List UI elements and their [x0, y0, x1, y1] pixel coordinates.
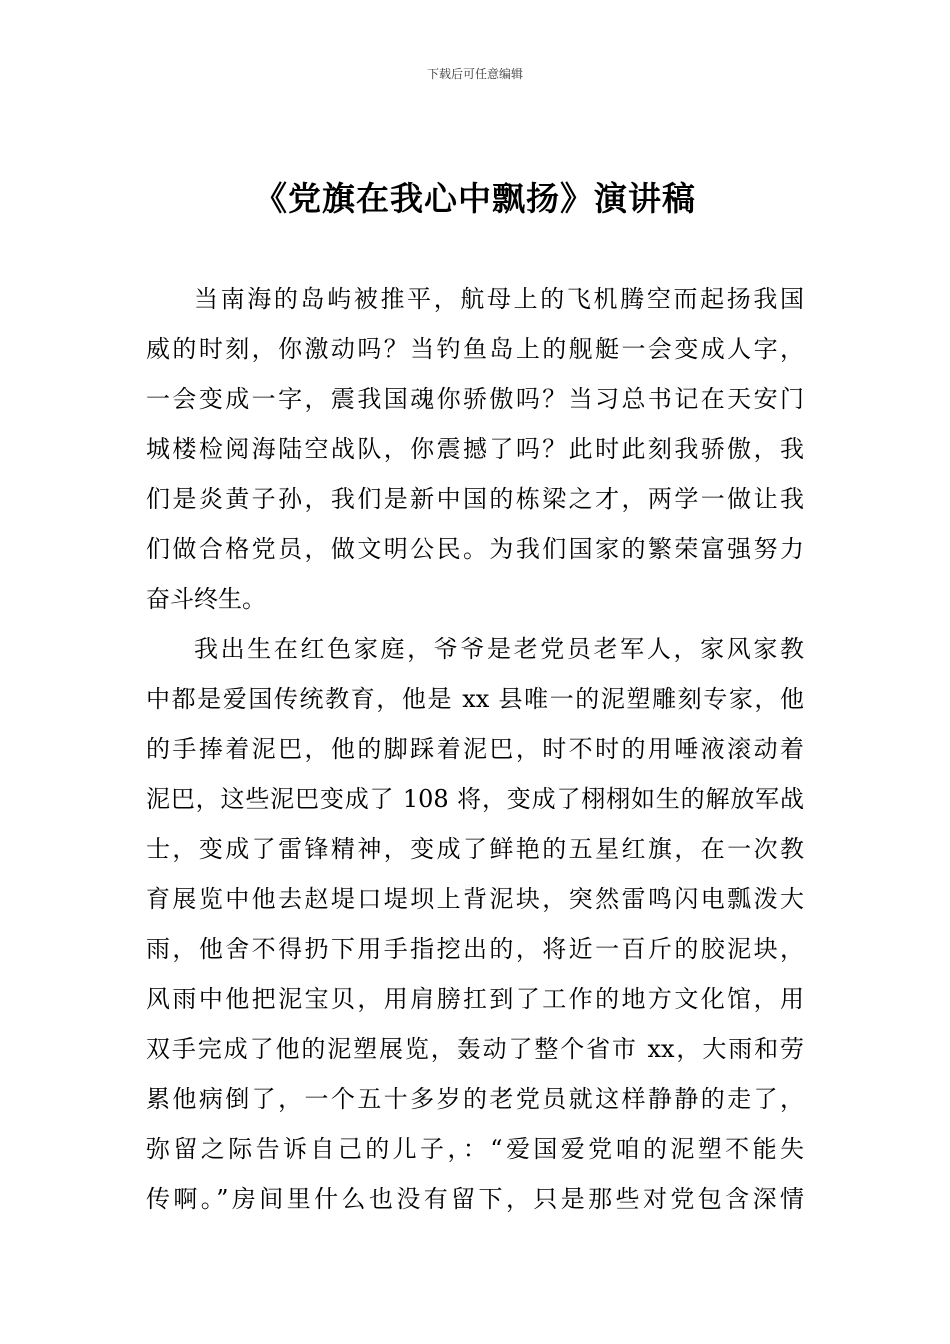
page-header-note: 下载后可任意编辑 [426, 67, 523, 81]
text-line: 奋斗终生。 [146, 585, 266, 613]
text-line: 累他病倒了，一个五十多岁的老党员就这样静静的走了， [146, 1085, 804, 1113]
document-body [146, 274, 804, 1224]
text-line: 们做合格党员，做文明公民。为我们国家的繁荣富强努力 [146, 535, 804, 563]
text-line: 威的时刻，你激动吗？当钓鱼岛上的舰艇一会变成人字， [146, 335, 804, 363]
text-line: 当南海的岛屿被推平，航母上的飞机腾空而起扬我国 [194, 285, 804, 313]
text-line: 我出生在红色家庭，爷爷是老党员老军人，家风家教 [194, 635, 804, 663]
paragraph-1 [146, 274, 804, 624]
text-line: 泥巴，这些泥巴变成了 108 将，变成了栩栩如生的解放军战 [146, 785, 804, 813]
text-line: 一会变成一字，震我国魂你骄傲吗？当习总书记在天安门 [146, 385, 804, 413]
text-line: 弥留之际告诉自己的儿子，：“爱国爱党咱的泥塑不能失 [146, 1135, 804, 1163]
paragraph-2 [146, 624, 804, 1224]
text-line: 风雨中他把泥宝贝，用肩膀扛到了工作的地方文化馆，用 [146, 985, 804, 1013]
text-line: 们是炎黄子孙，我们是新中国的栋梁之才，两学一做让我 [146, 485, 804, 513]
text-line: 城楼检阅海陆空战队，你震撼了吗？此时此刻我骄傲，我 [146, 435, 804, 463]
document-title: 《党旗在我心中飘扬》演讲稿 [254, 179, 696, 218]
text-line: 传啊。”房间里什么也没有留下，只是那些对党包含深情 [146, 1185, 804, 1213]
text-line: 双手完成了他的泥塑展览，轰动了整个省市 xx，大雨和劳 [146, 1035, 804, 1063]
text-line: 育展览中他去赵堤口堤坝上背泥块，突然雷鸣闪电瓢泼大 [146, 885, 804, 913]
text-line: 雨，他舍不得扔下用手指挖出的，将近一百斤的胶泥块， [146, 935, 804, 963]
text-line: 的手捧着泥巴，他的脚踩着泥巴，时不时的用唾液滚动着 [146, 735, 804, 763]
text-line: 中都是爱国传统教育，他是 xx 县唯一的泥塑雕刻专家，他 [146, 685, 804, 713]
text-line: 士，变成了雷锋精神，变成了鲜艳的五星红旗，在一次教 [146, 835, 804, 863]
